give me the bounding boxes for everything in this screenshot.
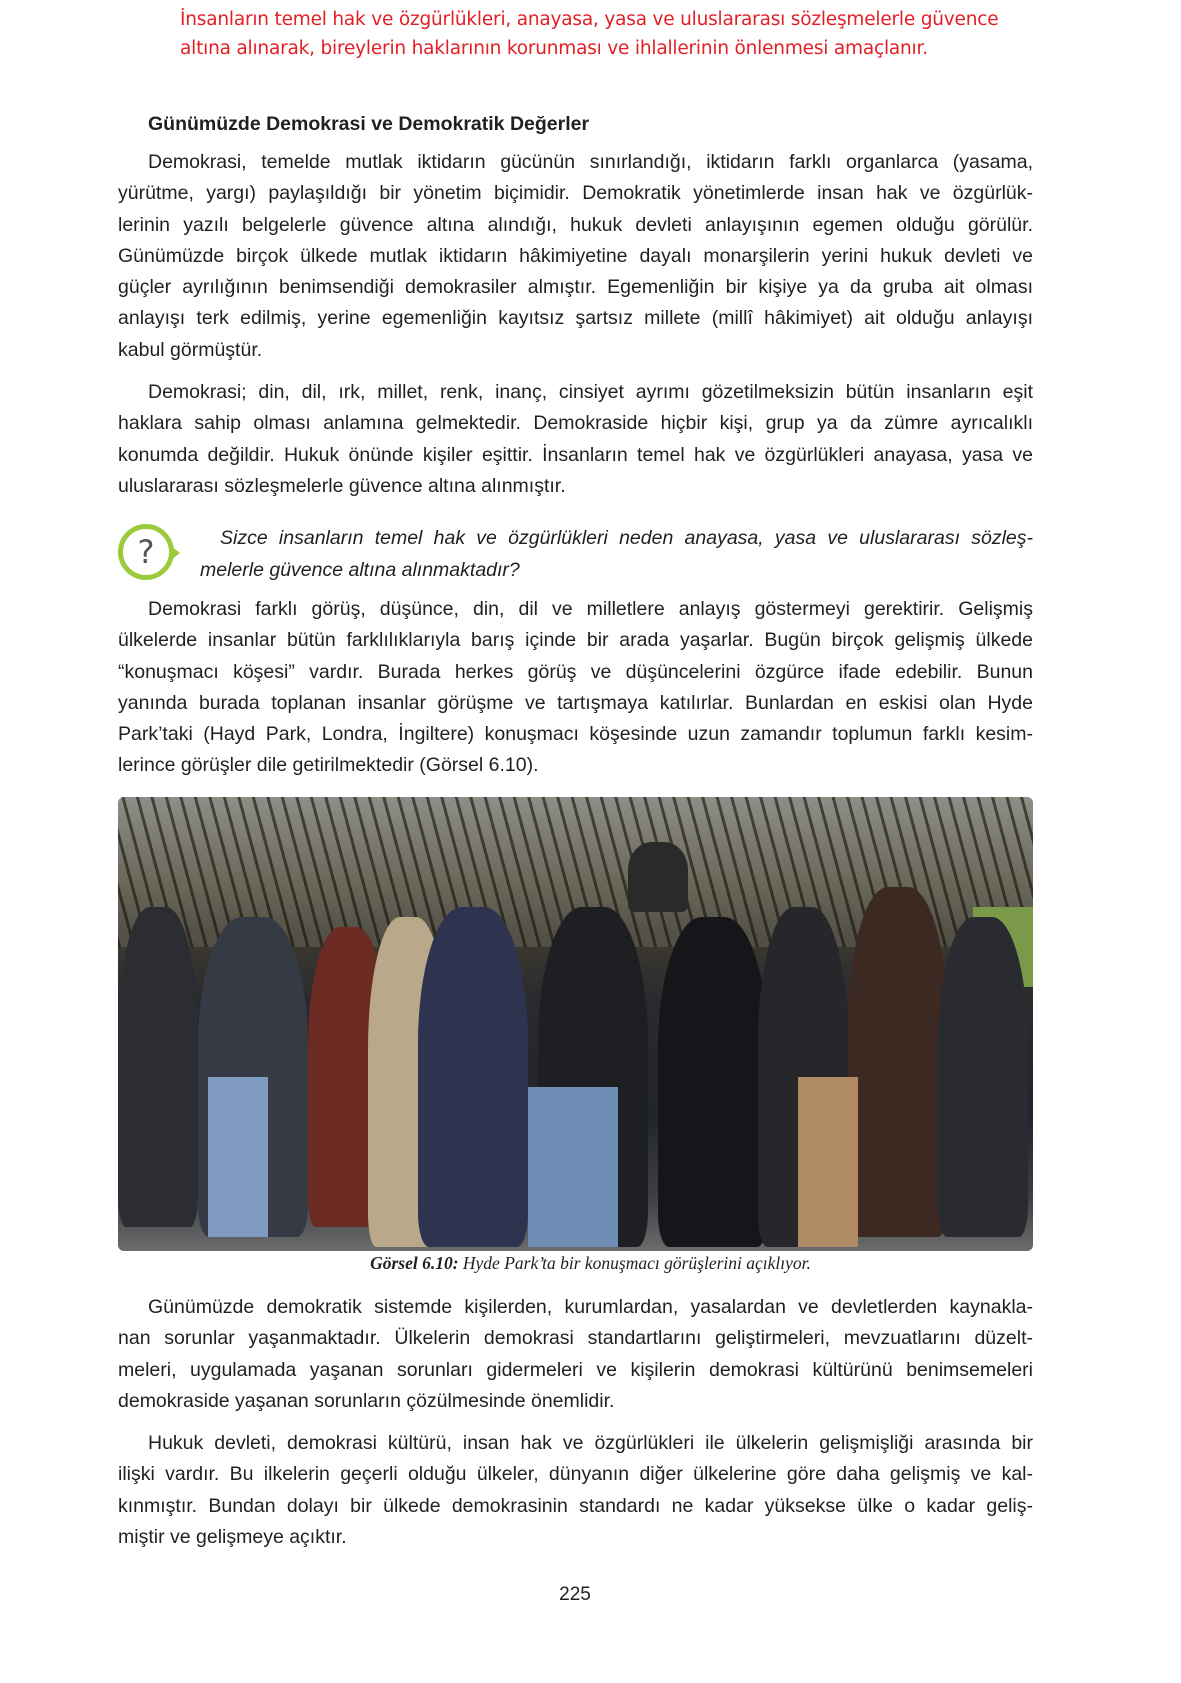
question-mark-icon: ? [118,524,174,580]
photo-jeans [208,1077,268,1237]
note-line: altına alınarak, bireylerin haklarının korunması ve ihlallerinin önlenmesi amaçlanır. [180,38,928,59]
page-number: 225 [559,1584,591,1605]
photo-person [938,917,1028,1237]
paragraph-line: Günümüzde birçok ülkede mutlak iktidarın hâkimiyetine dayalı monarşilerin yerini hukuk devleti ve [118,244,1033,267]
photo-person [658,917,768,1247]
paragraph-line: anlayışı terk edilmiş, yerine egemenliğin kayıtsız şartsız millete (millî hâkimiyet) ait olduğu anlayışı [118,307,1033,330]
paragraph [118,1428,1033,1553]
paragraph-line: kınmıştır. Bundan dolayı bir ülkede demokrasinin standardı ne kadar yüksekse ülke o kadar geliş- [118,1494,1033,1517]
paragraph [118,147,1033,366]
paragraph-line: Günümüzde demokratik sistemde kişilerden, kurumlardan, yasalardan ve devletlerden kaynakla- [148,1296,1033,1318]
paragraph-line: Demokrasi, temelde mutlak iktidarın gücünün sınırlandığı, iktidarın farklı organlarca (yasama, [148,151,1033,173]
paragraph-line: Hukuk devleti, demokrasi kültürü, insan hak ve özgürlükleri ile ülkelerin gelişmişliği arasında bir [148,1432,1033,1454]
paragraph-line: lerince görüşler dile getirilmektedir (Görsel 6.10). [118,754,539,777]
paragraph-line: lerinin yazılı belgelerle güvence altına alındığı, hukuk devleti anlayışının egemen olduğu görülür. [118,213,1033,236]
paragraph-line: “konuşmacı köşesi” vardır. Burada herkes görüş ve düşüncelerini özgürce ifade edebilir. Bunun [118,660,1033,683]
paragraph-line: Demokrasi; din, dil, ırk, millet, renk, inanç, cinsiyet ayrımı gözetilmeksizin bütün insanların eşit [148,381,1033,403]
figure-label: Görsel 6.10: [370,1253,459,1273]
paragraph-line: ülkelerde insanlar bütün farklılıklarıyla barış içinde bir arada yaşarlar. Bugün birçok gelişmiş ülkede [118,629,1033,652]
question-line: melerle güvence altına alınmaktadır? [200,559,520,581]
paragraph-line: yürütme, yargı) paylaşıldığı bir yönetim biçimidir. Demokratik yönetimlerde insan hak ve özgürlük- [118,182,1033,205]
paragraph [118,1292,1033,1417]
paragraph-line: nan sorunlar yaşanmaktadır. Ülkelerin demokrasi standartlarını geliştirmeleri, mevzuatlarını düzelt- [118,1327,1033,1350]
summary-note [180,5,1060,63]
paragraph-line: güçler ayrılığının benimsendiği demokrasiler almıştır. Egemenliğin bir kişiye ya da gruba ait olması [118,276,1033,299]
photo-person [118,907,198,1227]
paragraph-line: meleri, uygulamada yaşanan sorunları gidermeleri ve kişilerin demokrasi kültürünü benimsemeleri [118,1358,1033,1381]
paragraph-line: kabul görmüştür. [118,338,263,361]
paragraph-line: Park’taki (Hayd Park, Londra, İngiltere) konuşmacı köşesinde uzun zamandır toplumun farklı kesim- [118,723,1033,746]
photo-jeans [528,1087,618,1247]
figure-caption-text: Hyde Park’ta bir konuşmacı görüşlerini açıklıyor. [458,1253,811,1273]
paragraph-line: konumda değildir. Hukuk önünde kişiler eşittir. İnsanların temel hak ve özgürlükleri anayasa, yasa ve [118,443,1033,466]
photo-person [418,907,528,1247]
note-line: İnsanların temel hak ve özgürlükleri, anayasa, yasa ve uluslararası sözleşmelerle güvence [180,9,999,30]
hyde-park-photo [118,797,1033,1251]
paragraph-line: haklara sahip olması anlamına gelmektedir. Demokraside hiçbir kişi, grup ya da zümre ayrıcalıklı [118,412,1033,435]
paragraph-line: miştir ve gelişmeye açıktır. [118,1525,347,1548]
question-line: Sizce insanların temel hak ve özgürlükleri neden anayasa, yasa ve uluslararası sözleş- [220,527,1033,549]
paragraph-line: ilişki vardır. Bu ilkelerin geçerli olduğu ülkeler, dünyanın diğer ülkelerine göre daha gelişmiş ve kal- [118,1463,1033,1486]
photo-trousers [798,1077,858,1247]
paragraph-line: uluslararası sözleşmelerle güvence altına alınmıştır. [118,474,566,497]
figure-caption [0,1253,1181,1274]
paragraph-line: yanında burada toplanan insanlar görüşme ve tartışmaya katılırlar. Bunlardan en eskisi olan Hyde [118,691,1033,714]
photo-speaker [628,842,688,912]
paragraph-line: Demokrasi farklı görüş, düşünce, din, dil ve milletlere anlayış göstermeyi gerektirir. Gelişmiş [148,598,1033,620]
paragraph [118,594,1033,782]
section-heading: Günümüzde Demokrasi ve Demokratik Değerler [148,113,590,135]
paragraph-line: demokraside yaşanan sorunların çözülmesinde önemlidir. [118,1389,615,1412]
photo-person [848,887,948,1237]
paragraph [118,377,1033,502]
